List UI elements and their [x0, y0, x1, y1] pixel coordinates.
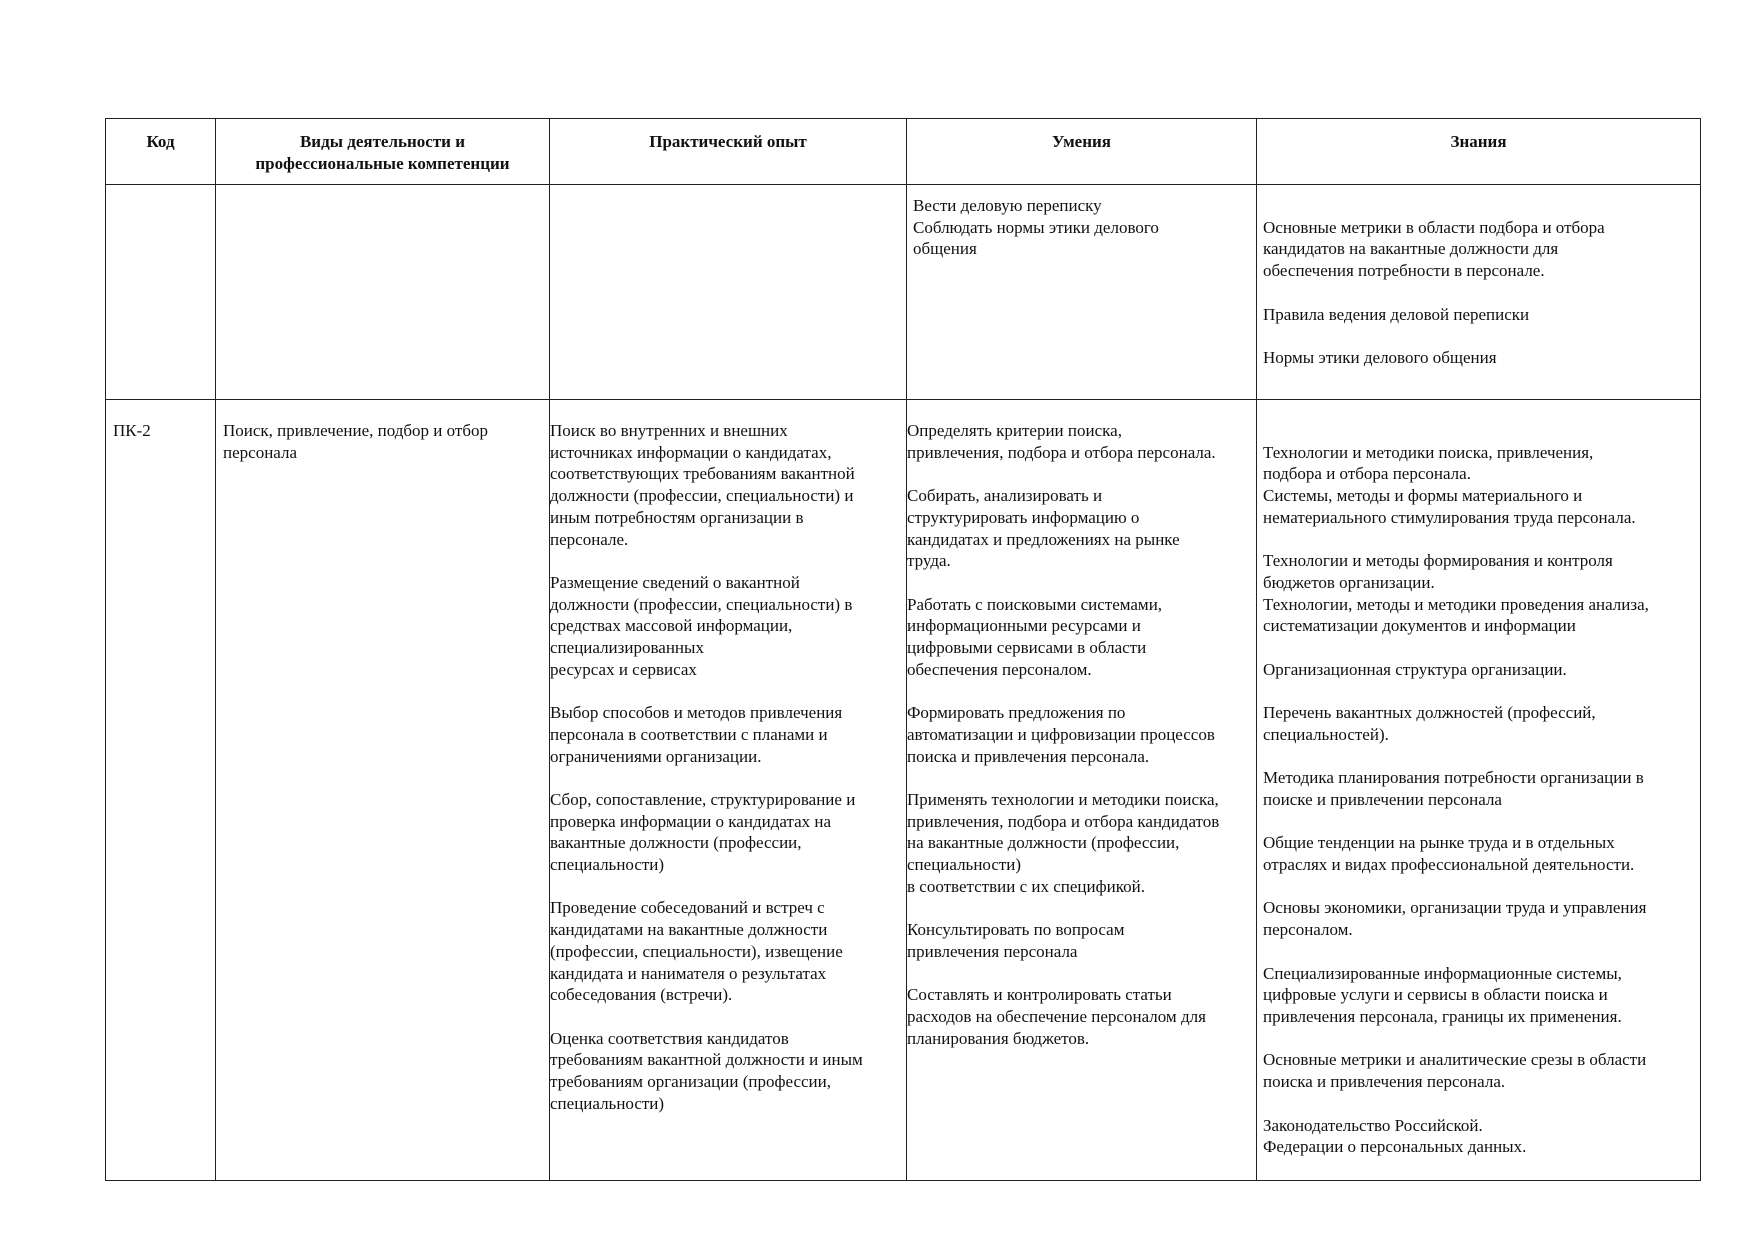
- cell-experience: Поиск во внутренних и внешних источниках информации о кандидатах, соответствующих требованиям вакантной должности (профессии, специальности) и иным потребностям организации в персонале. Размещение сведений о вакантной должности (профессии, специальности) в средствах массовой информации, специализированных ресурсах и сервисах Выбор способов и методов привлечения персонала в соответствии с планами и ограничениями организации. Сбор, сопоставление, структурирование и проверка информации о кандидатах на вакантные должности (профессии, специальности) Проведение собеседований и встреч с кандидатами на вакантные должности (профессии, специальности), извещение кандидата и нанимателя о результатах собеседования (встречи). Оценка соответствия кандидатов требованиям вакантной должности и иным требованиям организации (профессии, специальности): [550, 400, 907, 1181]
- header-experience: Практический опыт: [550, 119, 907, 185]
- table-row: [106, 185, 1701, 400]
- cell-knowledge: Технологии и методики поиска, привлечения, подбора и отбора персонала. Системы, методы и формы материального и нематериального стимулирования труда персонала. Технологии и методы формирования и контроля бюджетов организации. Технологии, методы и методики проведения анализа, систематизации документов и информации Организационная структура организации. Перечень вакантных должностей (профессий, специальностей). Методика планирования потребности организации в поиске и привлечении персонала Общие тенденции на рынке труда и в отдельных отраслях и видах профессиональной деятельности. Основы экономики, организации труда и управления персоналом. Специализированные информационные системы, цифровые услуги и сервисы в области поиска и привлечения персонала, границы их применения. Основные метрики и аналитические срезы в области поиска и привлечения персонала. Законодательство Российской. Федерации о персональных данных.: [1257, 400, 1701, 1181]
- cell-knowledge: Основные метрики в области подбора и отбора кандидатов на вакантные должности для обеспечения потребности в персонале. Правила ведения деловой переписки Нормы этики делового общения: [1257, 185, 1701, 400]
- cell-code: ПК-2: [106, 400, 216, 1181]
- cell-activity: [216, 185, 550, 400]
- table-row: [106, 400, 1701, 1181]
- cell-activity: Поиск, привлечение, подбор и отбор персонала: [216, 400, 550, 1181]
- cell-skills: Определять критерии поиска, привлечения, подбора и отбора персонала. Собирать, анализировать и структурировать информацию о кандидатах и предложениях на рынке труда. Работать с поисковыми системами, информационными ресурсами и цифровыми сервисами в области обеспечения персоналом. Формировать предложения по автоматизации и цифровизации процессов поиска и привлечения персонала. Применять технологии и методики поиска, привлечения, подбора и отбора кандидатов на вакантные должности (профессии, специальности) в соответствии с их спецификой. Консультировать по вопросам привлечения персонала Составлять и контролировать статьи расходов на обеспечение персоналом для планирования бюджетов.: [907, 400, 1257, 1181]
- cell-code: [106, 185, 216, 400]
- header-knowledge: Знания: [1257, 119, 1701, 185]
- table-header-row: [106, 119, 1701, 185]
- header-skills: Умения: [907, 119, 1257, 185]
- competency-table: [105, 118, 1701, 1181]
- header-activities: Виды деятельности и профессиональные компетенции: [216, 119, 550, 185]
- cell-experience: [550, 185, 907, 400]
- header-code: Код: [106, 119, 216, 185]
- cell-skills: Вести деловую переписку Соблюдать нормы этики делового общения: [907, 185, 1257, 400]
